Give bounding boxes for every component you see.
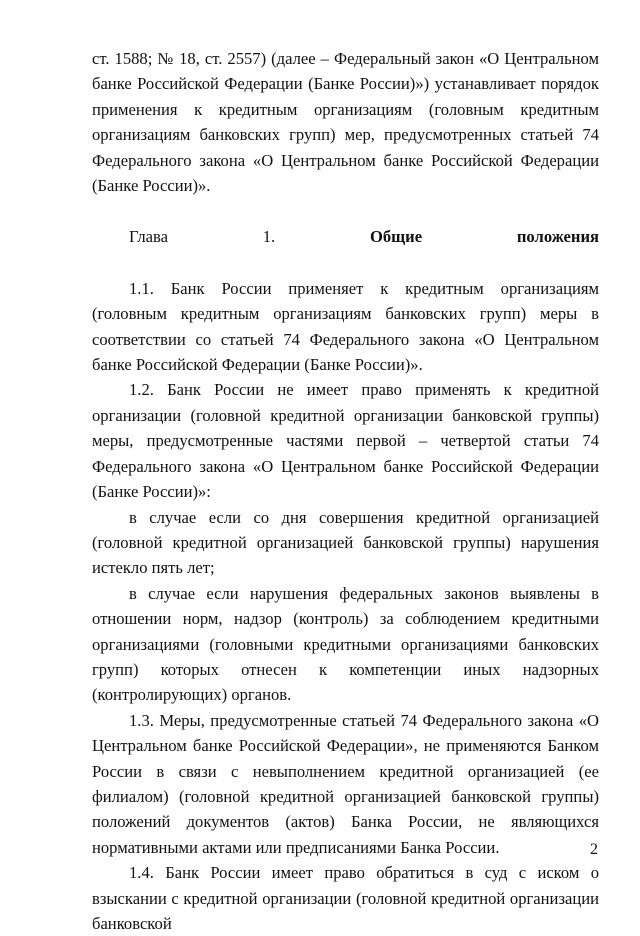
paragraph-1-2: 1.2. Банк России не имеет право применять к кредитной организации (головной кредитной организации банковской группы) меры, предусмотренные частями первой – четвертой статьи 74 Федерального закона «О Центральном банке Российской Федерации (Банке России)»: — [92, 380, 599, 502]
chapter-heading — [92, 224, 599, 249]
paragraph-1-3: 1.3. Меры, предусмотренные статьей 74 Федерального закона «О Центральном банке Российской Федерации», не применяются Банком России в связи с невыполнением кредитной организацией (ее филиалом) (головной кредитной организацией банковской группы) положений документов (актов) Банка России, не являющихся нормативными актами или предписаниями Банка России. — [92, 710, 599, 857]
paragraph-1-2-case-1: в случае если со дня совершения кредитной организацией (головной кредитной организацией банковской группы) нарушения истекло пять лет; — [92, 507, 599, 578]
chapter-title: Общие положения — [369, 227, 599, 247]
document-body — [92, 46, 599, 936]
intro-paragraph: ст. 1588; № 18, ст. 2557) (далее – Федеральный закон «О Центральном банке Российской Федерации (Банке России)») устанавливает порядок применения к кредитным организациям (головным кредитным организациям банковских групп) мер, предусмотренных статьей 74 Федерального закона «О Центральном банке Российской Федерации (Банке России)». — [92, 49, 599, 196]
paragraph-1-1: 1.1. Банк России применяет к кредитным организациям (головным кредитным организациям банковских групп) меры в соответствии со статьей 74 Федерального закона «О Центральном банке Российской Федерации (Банке России)». — [92, 278, 599, 375]
page-number: 2 — [590, 841, 598, 858]
paragraph-1-2-case-2: в случае если нарушения федеральных законов выявлены в отношении норм, надзор (контроль) за соблюдением кредитными организациями (головными кредитными организациями банковских групп) которых отнесен к компетенции иных надзорных (контролирующих) органов. — [92, 583, 599, 705]
paragraph-1-4: 1.4. Банк России имеет право обратиться в суд с иском о взыскании с кредитной организации (головной кредитной организации банковской — [92, 863, 599, 933]
chapter-label: Глава 1. — [129, 227, 276, 247]
